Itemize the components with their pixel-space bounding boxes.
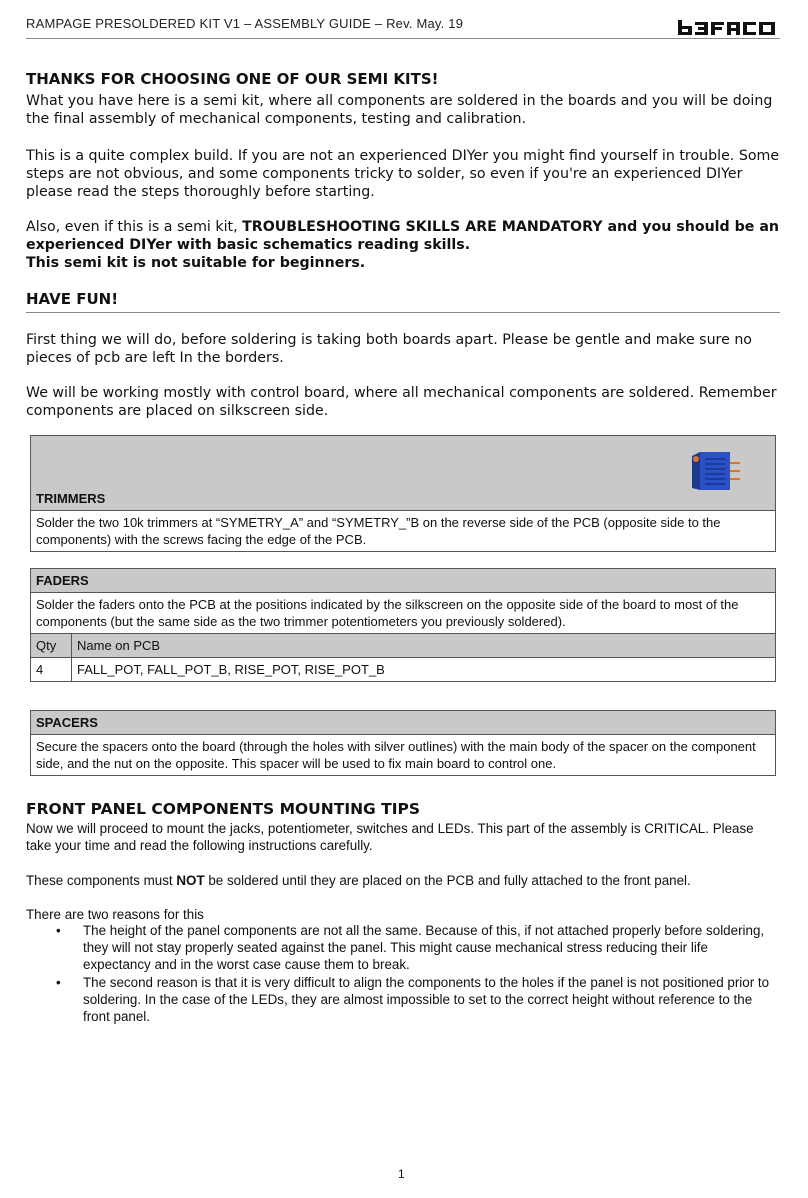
section-divider <box>26 312 780 313</box>
spacers-instructions: Secure the spacers onto the board (through the holes with silver outlines) with the main body of the spacer on the component side, and the nut on the opposite. This spacer will be used to fix main board to control one. <box>31 735 776 776</box>
mounting-tips-title: FRONT PANEL COMPONENTS MOUNTING TIPS <box>26 800 421 818</box>
befaco-logo-graphic <box>676 18 780 36</box>
faders-instructions: Solder the faders onto the PCB at the positions indicated by the silkscreen on the opposite side of the board to most of the components (but the same side as the two trimmer potentiometers you previously soldered). <box>31 593 776 634</box>
intro-paragraph-5: We will be working mostly with control board, where all mechanical components are soldered. Remember components are placed on silkscreen side. <box>26 385 777 419</box>
faders-heading: FADERS <box>36 573 89 588</box>
faders-header-cell <box>31 569 776 593</box>
tips-p2-bold: NOT <box>176 873 205 888</box>
header-divider <box>26 38 780 39</box>
page-number: 1 <box>398 1167 405 1181</box>
mounting-tips-paragraph-3: There are two reasons for this <box>26 907 204 922</box>
spacers-table <box>30 710 776 776</box>
faders-row-qty: 4 <box>31 658 72 682</box>
have-fun-heading: HAVE FUN! <box>26 290 119 308</box>
intro-p3-bold2: This semi kit is not suitable for beginners. <box>26 255 366 271</box>
faders-col-name: Name on PCB <box>72 634 776 658</box>
intro-p3-lead: Also, even if this is a semi kit, <box>26 219 243 235</box>
mounting-tips-paragraph-2 <box>26 872 782 889</box>
trimmers-header-cell <box>31 436 776 511</box>
bullet-icon: • <box>56 923 61 938</box>
mounting-tips-paragraph-1: Now we will proceed to mount the jacks, potentiometer, switches and LEDs. This part of the assembly is CRITICAL. Please take your time and read the following instructions carefully. <box>26 821 754 853</box>
befaco-logo <box>676 18 780 40</box>
trimmers-instructions: Solder the two 10k trimmers at “SYMETRY_A” and “SYMETRY_”B on the reverse side of the PCB (opposite side to the components) with the screws facing the edge of the PCB. <box>31 511 776 552</box>
document-header-title: RAMPAGE PRESOLDERED KIT V1 – ASSEMBLY GUIDE – Rev. May. 19 <box>26 16 464 31</box>
tips-p2-lead: These components must <box>26 873 177 888</box>
intro-paragraph-3 <box>26 218 786 272</box>
intro-title: THANKS FOR CHOOSING ONE OF OUR SEMI KITS! <box>26 70 439 88</box>
intro-paragraph-4: First thing we will do, before soldering is taking both boards apart. Please be gentle and make sure no pieces of pcb are left In the borders. <box>26 332 752 366</box>
list-item <box>26 974 774 1025</box>
intro-paragraph-2: This is a quite complex build. If you are not an experienced DIYer you might find yourself in trouble. Some steps are not obvious, and some components tricky to solder, so even if you're an experienced DIYer please read the steps thoroughly before starting. <box>26 148 780 200</box>
trimmers-heading: TRIMMERS <box>36 491 106 506</box>
spacers-heading: SPACERS <box>36 715 98 730</box>
intro-paragraph-1: What you have here is a semi kit, where all components are soldered in the boards and you will be doing the final assembly of mechanical components, testing and calibration. <box>26 93 773 127</box>
faders-table <box>30 568 776 682</box>
faders-row-name: FALL_POT, FALL_POT_B, RISE_POT, RISE_POT_B <box>72 658 776 682</box>
trimmers-table <box>30 435 776 552</box>
reason-2-text: The second reason is that it is very difficult to align the components to the holes if the panel is not positioned prior to soldering. In the case of the LEDs, they are almost impossible to set to the correct height without reference to the front panel. <box>83 975 770 1024</box>
faders-col-qty: Qty <box>31 634 72 658</box>
bullet-icon: • <box>56 975 61 990</box>
trimmer-potentiometer-icon <box>686 450 742 494</box>
reason-1-text: The height of the panel components are not all the same. Because of this, if not attached properly before soldering, they will not stay properly seated against the panel. This might cause mechanical stress reducing their life expectancy and in the worst case cause them to break. <box>83 923 765 972</box>
spacers-header-cell <box>31 711 776 735</box>
list-item <box>26 922 774 973</box>
tips-p2-tail: be soldered until they are placed on the PCB and fully attached to the front panel. <box>204 873 691 888</box>
intro-p3-bold: TROUBLESHOOTING SKILLS ARE MANDATORY and you should be an experienced DIYer with basic schematics reading skills. <box>26 219 780 253</box>
reasons-list <box>26 922 774 1026</box>
